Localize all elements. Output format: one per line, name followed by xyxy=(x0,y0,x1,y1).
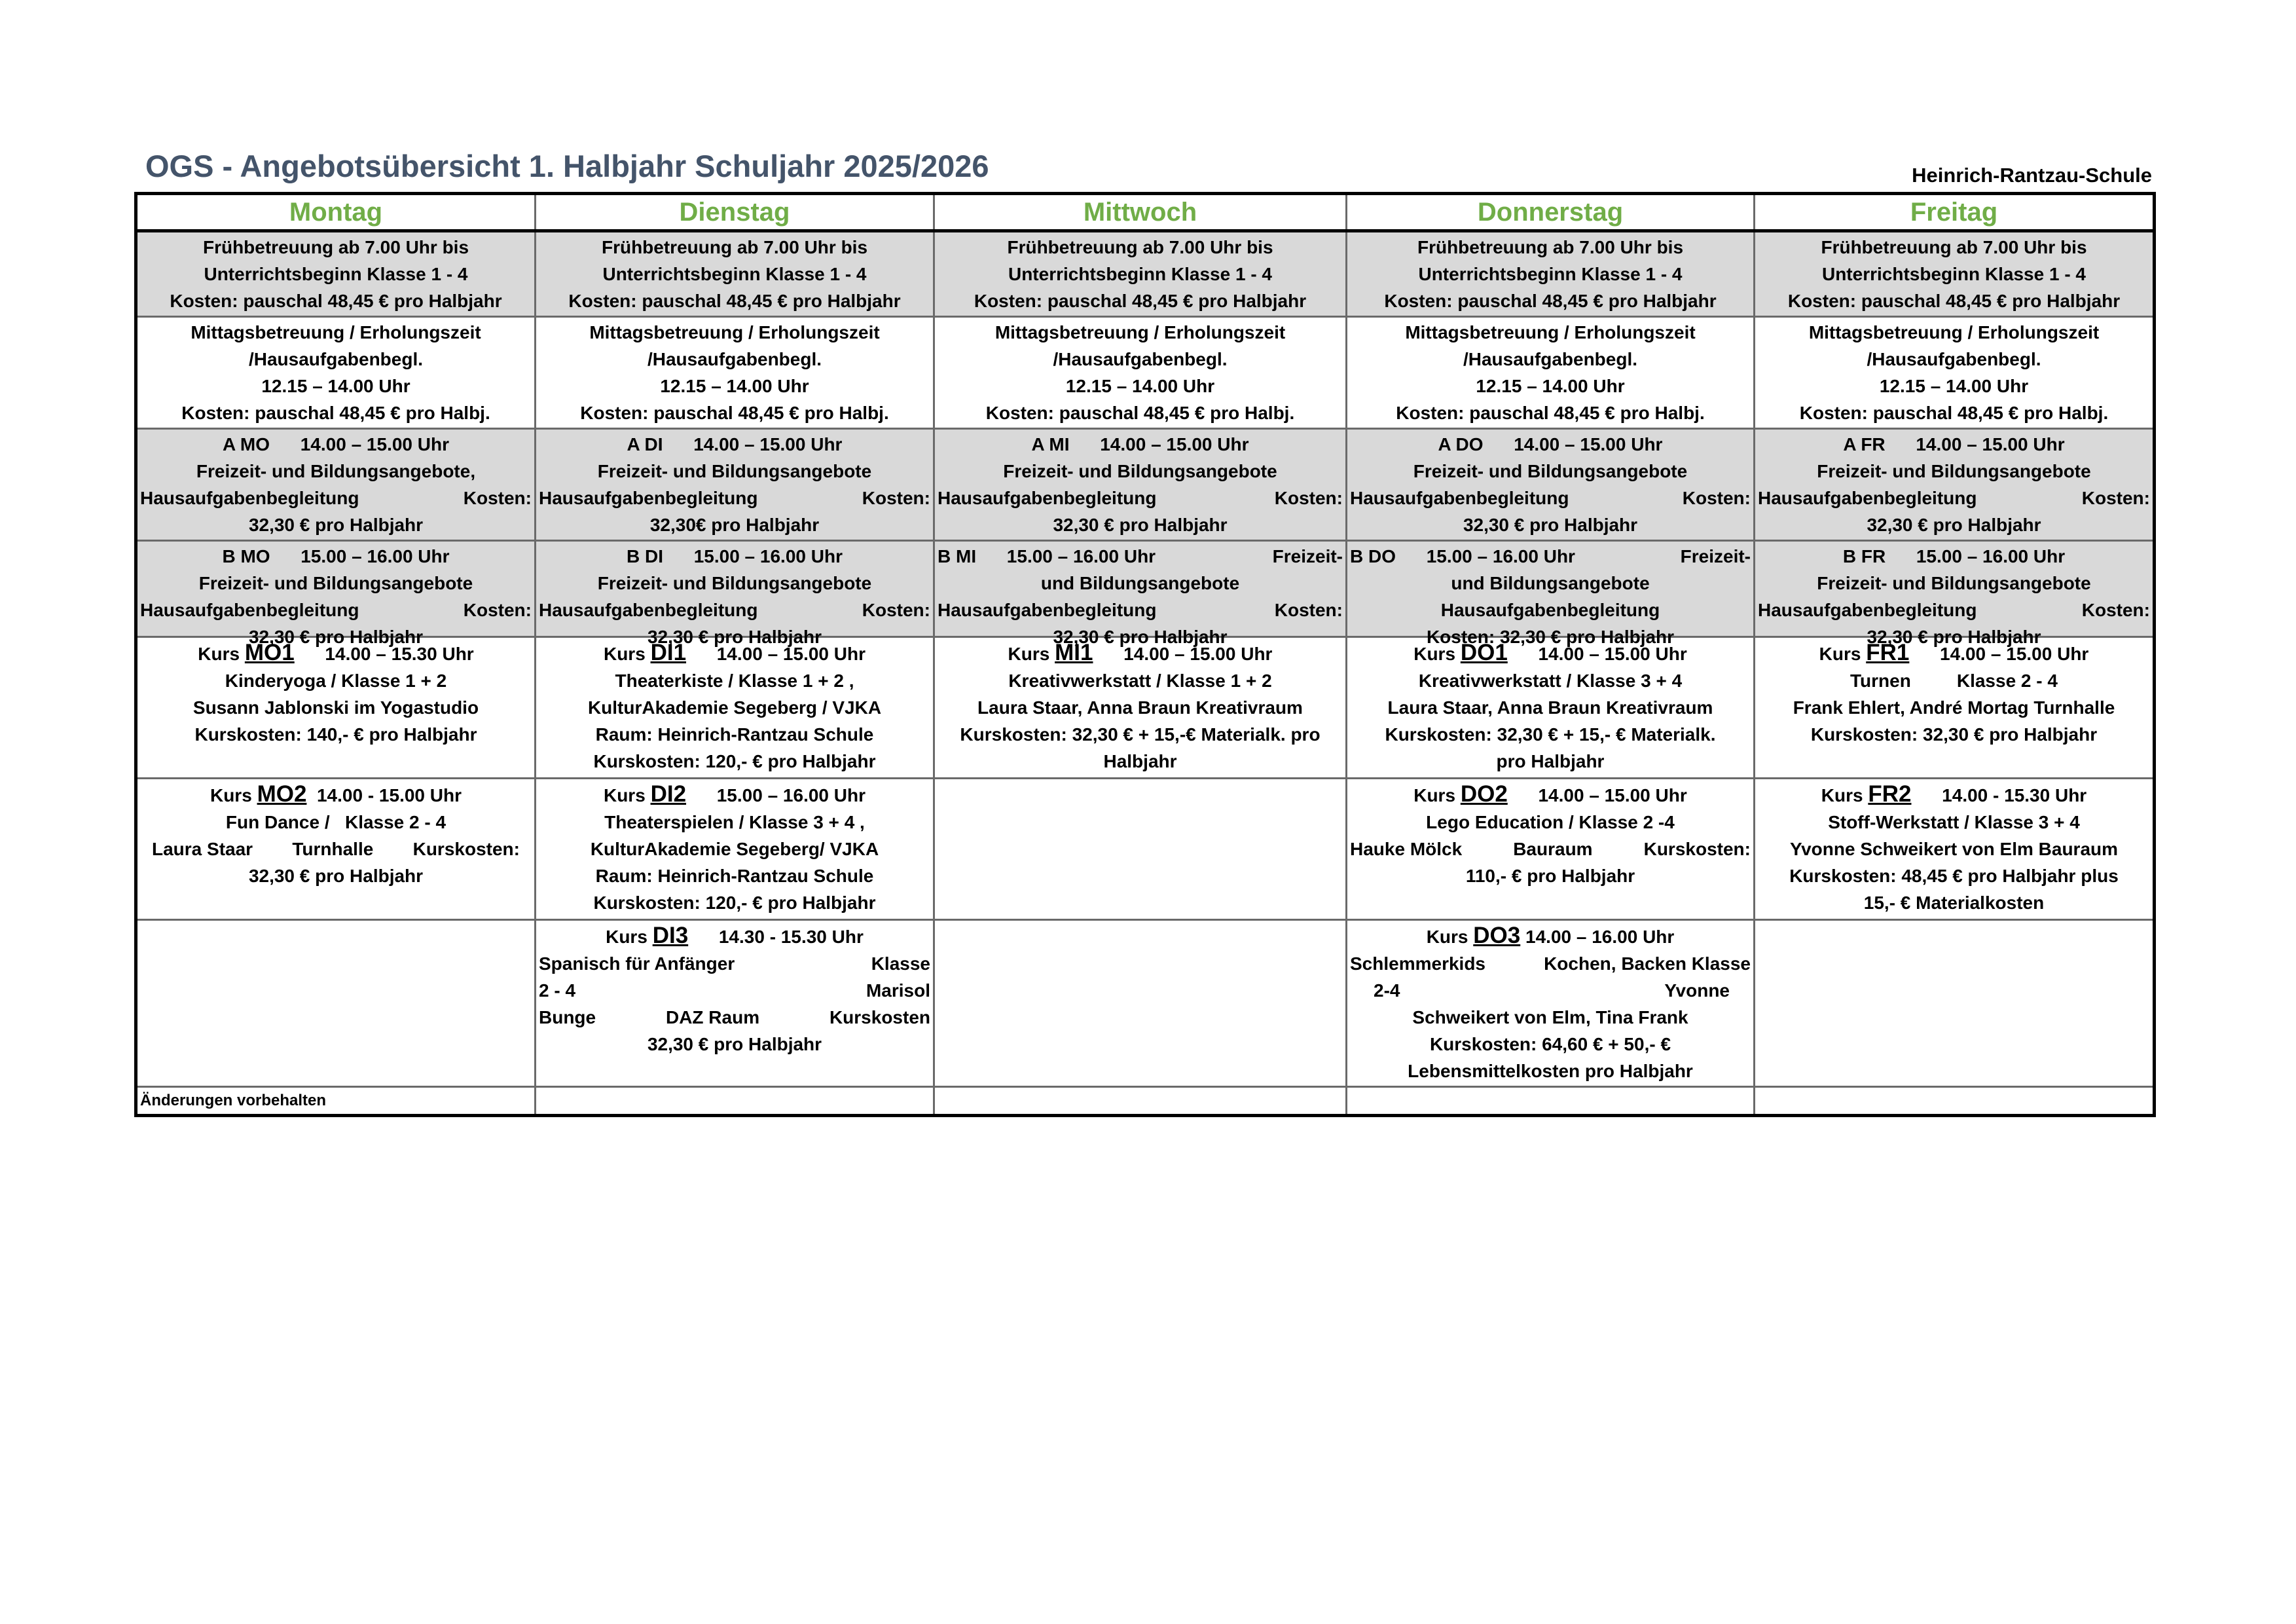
footer-empty xyxy=(1347,1087,1755,1116)
page-title: OGS - Angebotsübersicht 1. Halbjahr Schuljahr 2025/2026 xyxy=(145,149,989,183)
mittag-cell: Mittagsbetreuung / Erholungszeit /Hausaufgabenbegl. 12.15 – 14.00 Uhr Kosten: pauschal 48,45 € pro Halbj. xyxy=(1755,317,2155,429)
day-header-wednesday: Mittwoch xyxy=(934,194,1347,231)
footer-row xyxy=(136,1087,2155,1116)
a-block-cell-mi: A MI 14.00 – 15.00 Uhr Freizeit- und Bildungsangebote Hausaufgabenbegleitung Kosten: 32,30 € pro Halbjahr xyxy=(934,429,1347,541)
mittag-cell: Mittagsbetreuung / Erholungszeit /Hausaufgabenbegl. 12.15 – 14.00 Uhr Kosten: pauschal 48,45 € pro Halbj. xyxy=(934,317,1347,429)
day-header-row xyxy=(136,194,2155,231)
b-block-cell-do: B DO 15.00 – 16.00 Uhr Freizeit- und Bildungsangebote Hausaufgabenbegleitung Kosten: 32,30 € pro Halbjahr xyxy=(1347,541,1755,637)
school-name: Heinrich-Rantzau-Schule xyxy=(1912,164,2152,187)
course-fr1: Kurs FR1 14.00 – 15.00 Uhr Turnen Klasse 2 - 4 Frank Ehlert, André Mortag Turnhalle Kurskosten: 32,30 € pro Halbjahr xyxy=(1755,637,2155,779)
mittag-cell: Mittagsbetreuung / Erholungszeit /Hausaufgabenbegl. 12.15 – 14.00 Uhr Kosten: pauschal 48,45 € pro Halbj. xyxy=(136,317,536,429)
mittag-cell: Mittagsbetreuung / Erholungszeit /Hausaufgabenbegl. 12.15 – 14.00 Uhr Kosten: pauschal 48,45 € pro Halbj. xyxy=(536,317,934,429)
day-header-friday: Freitag xyxy=(1755,194,2155,231)
schedule-table xyxy=(134,192,2156,1117)
course-do3: Kurs DO3 14.00 – 16.00 Uhr Schlemmerkids Kochen, Backen Klasse 2-4 Yvonne Schweikert von Elm, Tina Frank Kurskosten: 64,60 € + 50,- € Lebensmittelkosten pro Halbjahr xyxy=(1347,920,1755,1087)
b-block-cell-fr: B FR 15.00 – 16.00 Uhr Freizeit- und Bildungsangebote Hausaufgabenbegleitung Kosten: 32,30 € pro Halbjahr xyxy=(1755,541,2155,637)
course-do2: Kurs DO2 14.00 – 15.00 Uhr Lego Education / Klasse 2 -4 Hauke Mölck Bauraum Kurskosten: 110,- € pro Halbjahr xyxy=(1347,779,1755,920)
course-mo1: Kurs MO1 14.00 – 15.30 Uhr Kinderyoga / Klasse 1 + 2 Susann Jablonski im Yogastudio Kurskosten: 140,- € pro Halbjahr xyxy=(136,637,536,779)
day-header-tuesday: Dienstag xyxy=(536,194,934,231)
footer-note: Änderungen vorbehalten xyxy=(136,1087,536,1116)
mittagsbetreuung-row xyxy=(136,317,2155,429)
course-row-1 xyxy=(136,637,2155,779)
b-block-cell-di: B DI 15.00 – 16.00 Uhr Freizeit- und Bildungsangebote Hausaufgabenbegleitung Kosten: 32,30 € pro Halbjahr xyxy=(536,541,934,637)
footer-empty xyxy=(536,1087,934,1116)
fruehbetreuung-row xyxy=(136,231,2155,317)
course-empty xyxy=(1755,920,2155,1087)
b-block-cell-mo: B MO 15.00 – 16.00 Uhr Freizeit- und Bildungsangebote Hausaufgabenbegleitung Kosten: 32,30 € pro Halbjahr xyxy=(136,541,536,637)
course-empty xyxy=(934,779,1347,920)
a-block-cell-fr: A FR 14.00 – 15.00 Uhr Freizeit- und Bildungsangebote Hausaufgabenbegleitung Kosten: 32,30 € pro Halbjahr xyxy=(1755,429,2155,541)
day-header-monday: Montag xyxy=(136,194,536,231)
course-empty xyxy=(136,920,536,1087)
fruehbetreuung-cell: Frühbetreuung ab 7.00 Uhr bis Unterrichtsbeginn Klasse 1 - 4 Kosten: pauschal 48,45 € pro Halbjahr xyxy=(136,231,536,317)
course-di3: Kurs DI3 14.30 - 15.30 Uhr Spanisch für Anfänger Klasse 2 - 4 Marisol Bunge DAZ Raum Kurskosten 32,30 € pro Halbjahr xyxy=(536,920,934,1087)
course-di1: Kurs DI1 14.00 – 15.00 Uhr Theaterkiste / Klasse 1 + 2 , KulturAkademie Segeberg / VJKA Raum: Heinrich-Rantzau Schule Kurskosten: 120,- € pro Halbjahr xyxy=(536,637,934,779)
b-block-row xyxy=(136,541,2155,637)
course-row-2 xyxy=(136,779,2155,920)
fruehbetreuung-cell: Frühbetreuung ab 7.00 Uhr bis Unterrichtsbeginn Klasse 1 - 4 Kosten: pauschal 48,45 € pro Halbjahr xyxy=(1755,231,2155,317)
day-header-thursday: Donnerstag xyxy=(1347,194,1755,231)
footer-empty xyxy=(934,1087,1347,1116)
a-block-cell-mo: A MO 14.00 – 15.00 Uhr Freizeit- und Bildungsangebote, Hausaufgabenbegleitung Kosten: 32,30 € pro Halbjahr xyxy=(136,429,536,541)
course-fr2: Kurs FR2 14.00 - 15.30 Uhr Stoff-Werkstatt / Klasse 3 + 4 Yvonne Schweikert von Elm Bauraum Kurskosten: 48,45 € pro Halbjahr plus 15,- € Materialkosten xyxy=(1755,779,2155,920)
course-empty xyxy=(934,920,1347,1087)
course-mi1: Kurs MI1 14.00 – 15.00 Uhr Kreativwerkstatt / Klasse 1 + 2 Laura Staar, Anna Braun Kreativraum Kurskosten: 32,30 € + 15,-€ Materialk. pro Halbjahr xyxy=(934,637,1347,779)
fruehbetreuung-cell: Frühbetreuung ab 7.00 Uhr bis Unterrichtsbeginn Klasse 1 - 4 Kosten: pauschal 48,45 € pro Halbjahr xyxy=(1347,231,1755,317)
course-di2: Kurs DI2 15.00 – 16.00 Uhr Theaterspielen / Klasse 3 + 4 , KulturAkademie Segeberg/ VJKA Raum: Heinrich-Rantzau Schule Kurskosten: 120,- € pro Halbjahr xyxy=(536,779,934,920)
a-block-cell-di: A DI 14.00 – 15.00 Uhr Freizeit- und Bildungsangebote Hausaufgabenbegleitung Kosten: 32,30€ pro Halbjahr xyxy=(536,429,934,541)
course-mo2: Kurs MO2 14.00 - 15.00 Uhr Fun Dance / Klasse 2 - 4 Laura Staar Turnhalle Kurskosten: 32,30 € pro Halbjahr xyxy=(136,779,536,920)
footer-empty xyxy=(1755,1087,2155,1116)
a-block-cell-do: A DO 14.00 – 15.00 Uhr Freizeit- und Bildungsangebote Hausaufgabenbegleitung Kosten: 32,30 € pro Halbjahr xyxy=(1347,429,1755,541)
a-block-row xyxy=(136,429,2155,541)
course-row-3 xyxy=(136,920,2155,1087)
fruehbetreuung-cell: Frühbetreuung ab 7.00 Uhr bis Unterrichtsbeginn Klasse 1 - 4 Kosten: pauschal 48,45 € pro Halbjahr xyxy=(536,231,934,317)
fruehbetreuung-cell: Frühbetreuung ab 7.00 Uhr bis Unterrichtsbeginn Klasse 1 - 4 Kosten: pauschal 48,45 € pro Halbjahr xyxy=(934,231,1347,317)
course-do1: Kurs DO1 14.00 – 15.00 Uhr Kreativwerkstatt / Klasse 3 + 4 Laura Staar, Anna Braun Kreativraum Kurskosten: 32,30 € + 15,- € Materialk. pro Halbjahr xyxy=(1347,637,1755,779)
mittag-cell: Mittagsbetreuung / Erholungszeit /Hausaufgabenbegl. 12.15 – 14.00 Uhr Kosten: pauschal 48,45 € pro Halbj. xyxy=(1347,317,1755,429)
b-block-cell-mi: B MI 15.00 – 16.00 Uhr Freizeit- und Bildungsangebote Hausaufgabenbegleitung Kosten: 32,30 € pro Halbjahr xyxy=(934,541,1347,637)
